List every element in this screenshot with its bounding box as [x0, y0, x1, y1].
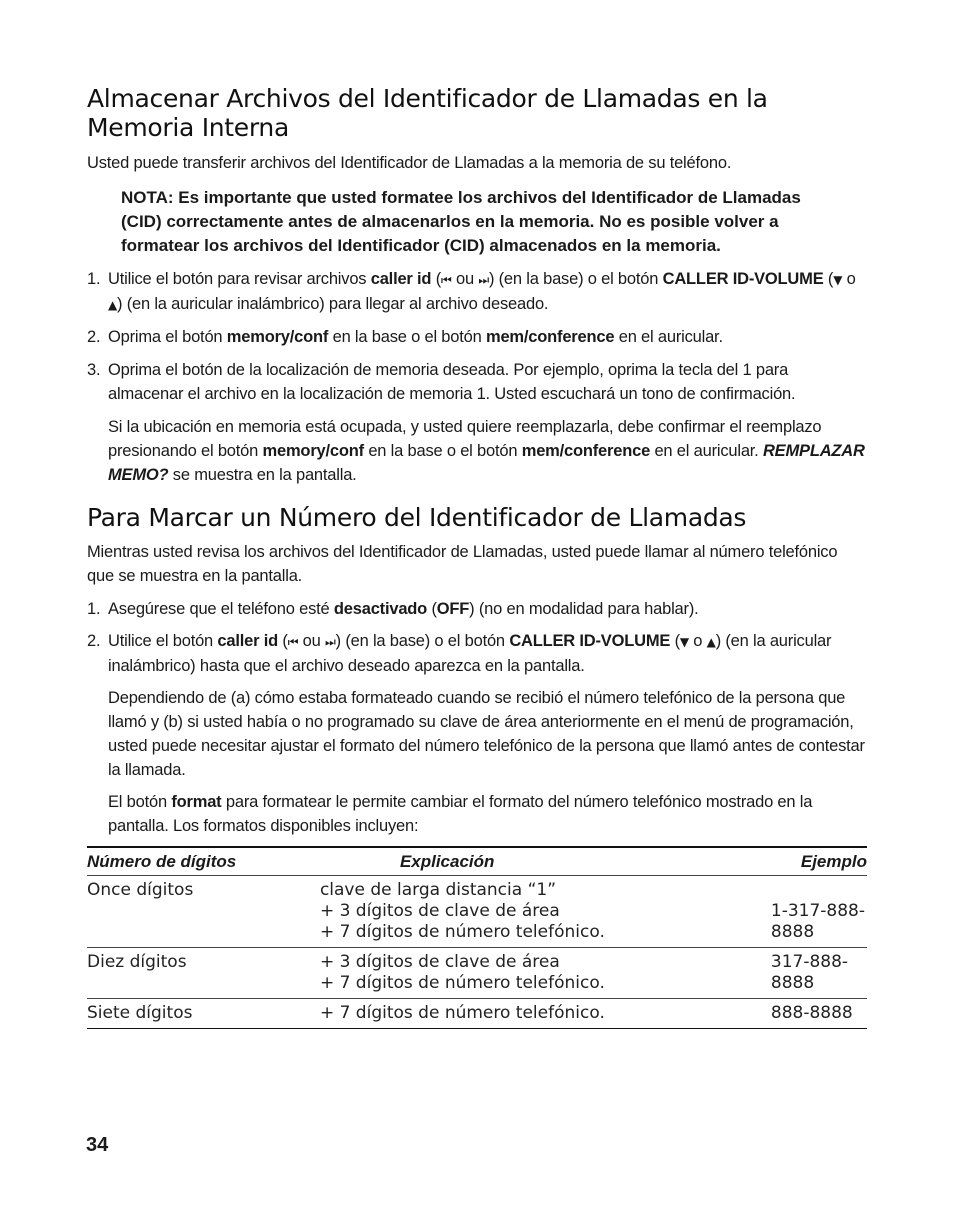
button-name: mem/conference	[521, 442, 651, 460]
step-text: o	[688, 632, 707, 650]
explanation-line: + 3 dígitos de clave de área	[319, 901, 560, 921]
step-subnote	[87, 415, 867, 487]
skip-back-icon: ⏮	[441, 273, 452, 287]
step-text: en la base o el botón	[328, 328, 486, 346]
step-item	[87, 325, 867, 349]
step-text: (	[278, 632, 288, 650]
step-text: Utilice el botón	[108, 632, 218, 650]
table-cell-explanation	[320, 948, 771, 999]
steps-list-dial	[87, 597, 867, 678]
step-text: para formatear le permite cambiar el formato del número telefónico mostrado en la pantalla. Los formatos disponibles incluyen:	[108, 793, 813, 835]
column-header-digits: Número de dígitos	[87, 847, 320, 876]
step-text: (	[823, 270, 834, 288]
step-item	[87, 358, 867, 406]
arrow-down-icon: ▼	[679, 635, 689, 649]
button-name: mem/conference	[485, 328, 615, 346]
button-name: memory/conf	[226, 328, 329, 346]
button-name: desactivado	[333, 600, 428, 618]
step-text: Asegúrese que el teléfono esté	[108, 600, 334, 618]
table-cell-example: 317-888-8888	[771, 948, 867, 999]
state-label: OFF	[436, 600, 470, 618]
button-name: caller id	[217, 632, 278, 650]
step-text: Utilice el botón para revisar archivos	[108, 270, 371, 288]
column-header-explanation: Explicación	[320, 847, 771, 876]
step-text: se muestra en la pantalla.	[168, 466, 357, 484]
table-cell-example: 1-317-888-8888	[771, 876, 867, 948]
steps-list-store	[87, 267, 867, 406]
table-row	[87, 948, 867, 999]
table-cell-explanation	[320, 876, 771, 948]
step-item	[87, 267, 867, 317]
table-cell-digits: Siete dígitos	[87, 999, 320, 1029]
skip-back-icon: ⏮	[287, 635, 299, 649]
table-cell-explanation	[320, 999, 771, 1029]
page-content	[87, 84, 867, 1029]
step-text: o	[842, 270, 856, 288]
step-number: 1.	[87, 270, 101, 288]
step-text: ) (no en modalidad para hablar).	[469, 600, 699, 618]
button-name: memory/conf	[262, 442, 364, 460]
note-text: NOTA: Es importante que usted formatee los archivos del Identificador de Llamadas (CID) correctamente antes de almacenarlos en la memoria. No es posible volver a formatear los archivos del Identificador (CID) almacenados en la memoria.	[121, 188, 801, 255]
button-name: CALLER ID-VOLUME	[509, 632, 671, 650]
step-text: Oprima el botón	[108, 328, 227, 346]
step-text: Si la ubicación en memoria está ocupada, y usted quiere reemplazarla, debe confirmar el reemplazo presionando el botón	[108, 418, 822, 460]
step-text: ou	[298, 632, 326, 650]
arrow-up-icon: ▲	[108, 298, 118, 312]
step-text: ) (en la base) o el botón	[335, 632, 510, 650]
table-cell-digits: Once dígitos	[87, 876, 320, 948]
step-text: ) (en la auricular inalámbrico) para llegar al archivo deseado.	[117, 295, 549, 313]
step-text: ou	[451, 270, 479, 288]
page-number: 34	[86, 1134, 109, 1156]
explanation-line: + 7 dígitos de número telefónico.	[319, 922, 605, 942]
step-item	[87, 629, 867, 678]
skip-forward-icon: ⏭	[325, 635, 336, 649]
table-cell-digits: Diez dígitos	[87, 948, 320, 999]
explanation-line: + 7 dígitos de número telefónico.	[319, 1003, 605, 1023]
step-number: 1.	[87, 600, 101, 618]
display-message: REMPLAZAR MEMO?	[108, 442, 865, 484]
step-subnote	[87, 790, 867, 838]
step-number: 2.	[87, 632, 101, 650]
step-text: Oprima el botón de la localización de memoria deseada. Por ejemplo, oprima la tecla del 1 para almacenar el archivo en la localización de memoria 1. Usted escuchará un tono de confirmación.	[108, 361, 796, 403]
explanation-line: clave de larga distancia “1”	[319, 880, 556, 900]
step-text: en el auricular.	[614, 328, 723, 346]
explanation-line: + 7 dígitos de número telefónico.	[319, 973, 605, 993]
step-text: en la base o el botón	[363, 442, 522, 460]
step-number: 2.	[87, 328, 101, 346]
step-text: (	[670, 632, 680, 650]
skip-forward-icon: ⏭	[478, 273, 489, 287]
step-number: 3.	[87, 361, 101, 379]
section-intro: Usted puede transferir archivos del Identificador de Llamadas a la memoria de su teléfono.	[87, 154, 732, 172]
button-name: CALLER ID-VOLUME	[662, 270, 824, 288]
step-subnote: Dependiendo de (a) cómo estaba formateado cuando se recibió el número telefónico de la persona que llamó y (b) si usted había o no programado su clave de área anteriormente en el menú de programación, usted puede necesitar ajustar el formato del número telefónico de la persona que llamó antes de contestar la llamada.	[108, 689, 865, 779]
section-title-store-cid: Almacenar Archivos del Identificador de Llamadas en la Memoria Interna	[87, 84, 768, 142]
arrow-up-icon: ▲	[706, 635, 716, 649]
step-text: en el auricular.	[650, 442, 763, 460]
step-text: ) (en la base) o el botón	[488, 270, 663, 288]
arrow-down-icon: ▼	[833, 273, 843, 287]
table-cell-example: 888-8888	[771, 999, 867, 1029]
button-name: format	[171, 793, 222, 811]
table-row	[87, 876, 867, 948]
table-row	[87, 999, 867, 1029]
step-text: ) (en la auricular inalámbrico) hasta que el archivo deseado aparezca en la pantalla.	[108, 632, 832, 675]
explanation-line: + 3 dígitos de clave de área	[319, 952, 560, 972]
step-text: (	[431, 270, 441, 288]
step-text: (	[427, 600, 437, 618]
section-title-dial-cid: Para Marcar un Número del Identificador de Llamadas	[87, 503, 747, 532]
column-header-example: Ejemplo	[771, 847, 867, 876]
section-intro: Mientras usted revisa los archivos del Identificador de Llamadas, usted puede llamar al número telefónico que se muestra en la pantalla.	[87, 543, 838, 585]
step-item	[87, 597, 867, 621]
table-header-row	[87, 847, 867, 876]
format-table	[87, 846, 867, 1029]
step-text: El botón	[108, 793, 172, 811]
button-name: caller id	[370, 270, 432, 288]
